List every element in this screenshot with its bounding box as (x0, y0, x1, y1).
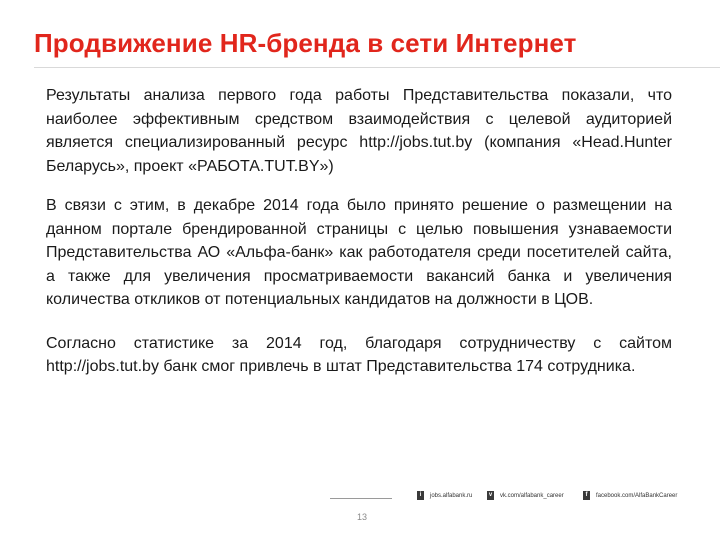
website-icon: i (417, 491, 424, 500)
slide-title: Продвижение HR-бренда в сети Интернет (34, 28, 577, 58)
footer-link-website[interactable] (417, 491, 472, 500)
footer-link-label: vk.com/alfabank_career (500, 492, 564, 499)
footer-divider (330, 498, 392, 499)
paragraph-analysis-results: Результаты анализа первого года работы Представительства показали, что наиболее эффективным средством взаимодействия с целевой аудиторией является специализированный ресурс http://jobs.tut.by (компания «Head.Hunter Беларусь», проект «РАБОТА.TUT.BY») (46, 87, 672, 175)
facebook-icon: f (583, 491, 590, 500)
footer-link-vk[interactable] (487, 491, 564, 500)
paragraph-decision: В связи с этим, в декабре 2014 года было принято решение о размещении на данном портале брендированной страницы с целью повышения узнаваемости Представительства АО «Альфа-банк» как работодателя среди посетителей сайта, а также для увеличения просматриваемости вакансий банка и увеличения количества откликов от потенциальных кандидатов на должности в ЦОВ. (46, 197, 672, 308)
page-number: 13 (356, 512, 367, 522)
footer-link-facebook[interactable] (583, 491, 677, 500)
footer-link-label: facebook.com/AlfaBankCareer (596, 492, 678, 499)
title-divider (34, 67, 720, 68)
paragraph-statistics: Согласно статистике за 2014 год, благодаря сотрудничеству с сайтом http://jobs.tut.by банк смог привлечь в штат Представительства 174 сотрудника. (46, 334, 672, 375)
vk-icon: v (488, 492, 493, 498)
footer-link-label: jobs.alfabank.ru (430, 492, 473, 499)
slide-body (46, 84, 672, 395)
